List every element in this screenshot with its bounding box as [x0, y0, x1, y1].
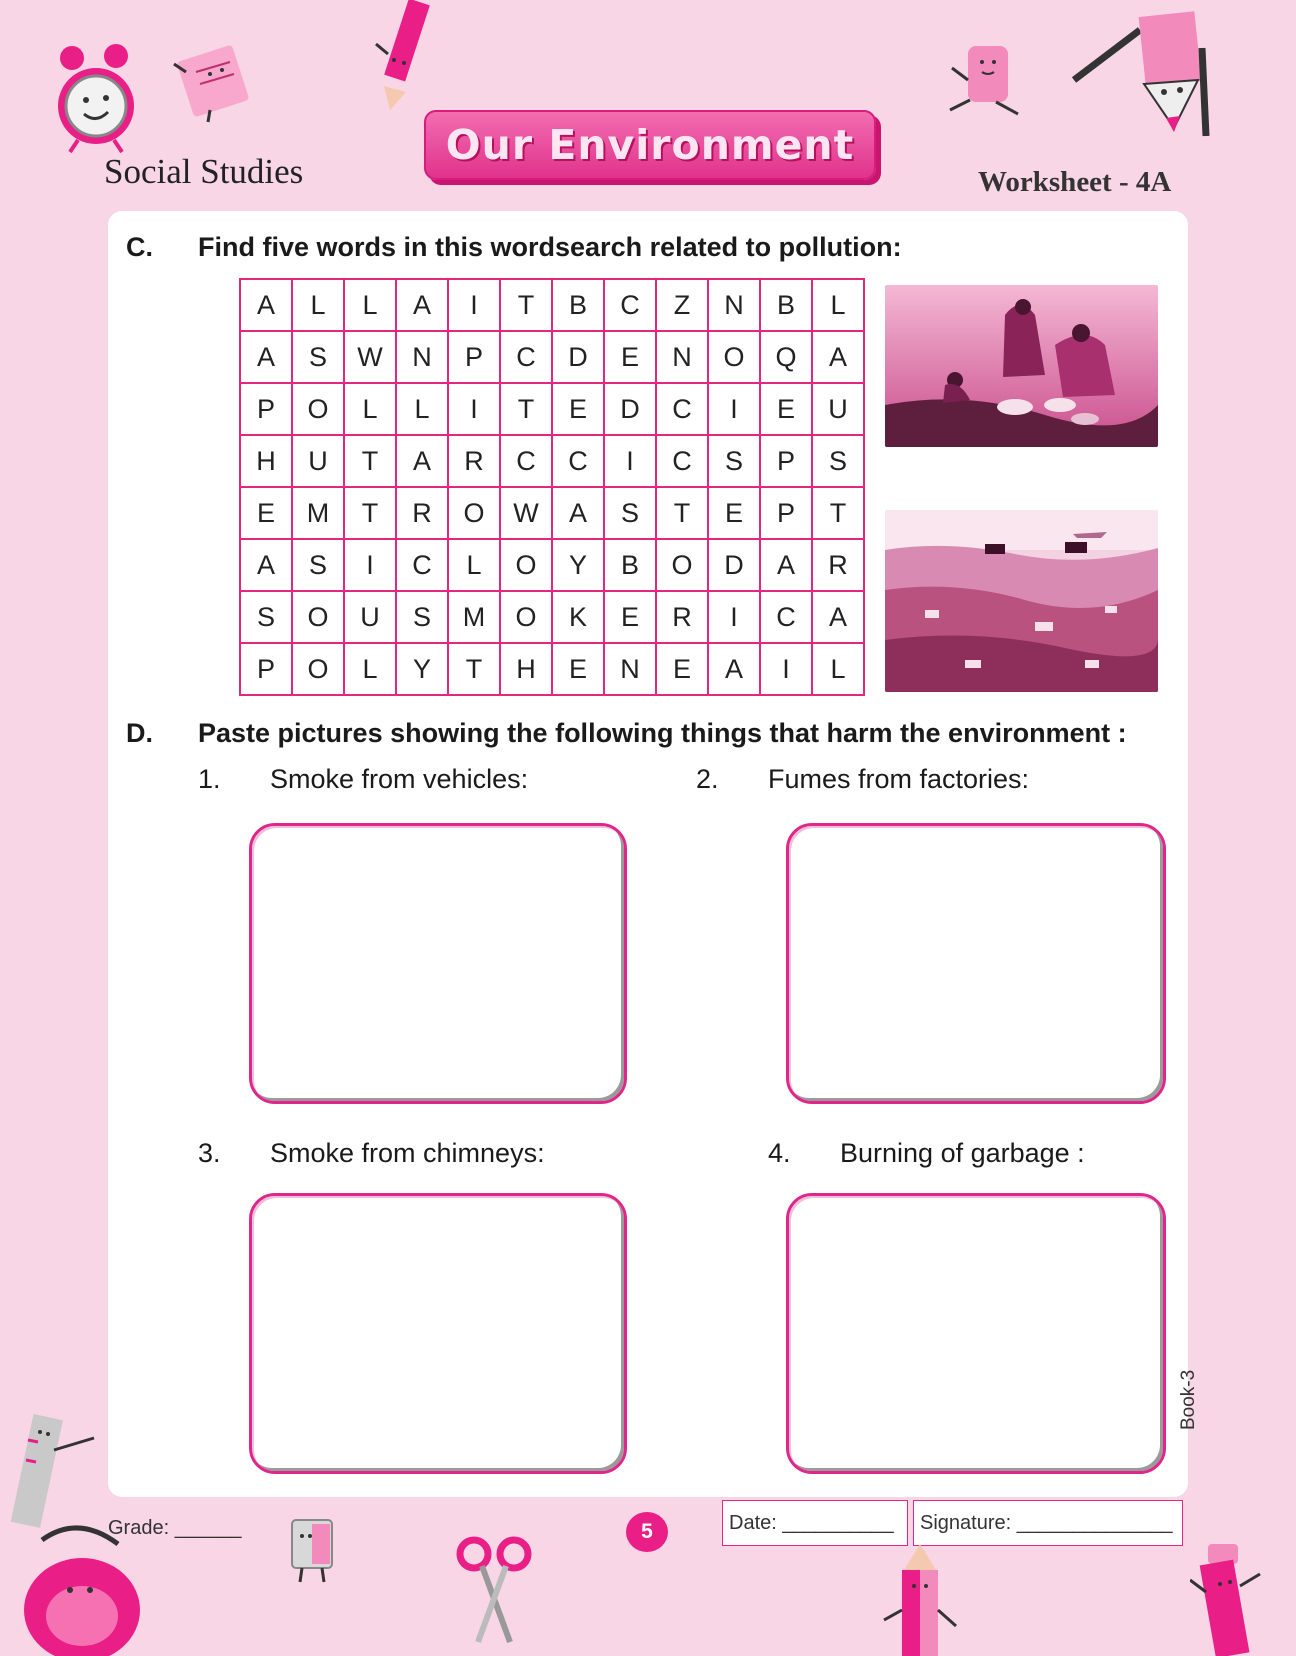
grid-cell[interactable]: N: [604, 643, 656, 695]
grid-cell[interactable]: C: [396, 539, 448, 591]
grid-cell[interactable]: E: [604, 591, 656, 643]
grid-cell[interactable]: B: [604, 539, 656, 591]
grid-cell[interactable]: K: [552, 591, 604, 643]
paste-box-factories[interactable]: [786, 823, 1166, 1104]
grid-cell[interactable]: P: [240, 383, 292, 435]
grid-cell[interactable]: S: [708, 435, 760, 487]
item-3-number: 3.: [198, 1138, 221, 1168]
grid-cell[interactable]: S: [240, 591, 292, 643]
grid-cell[interactable]: I: [708, 383, 760, 435]
grid-cell[interactable]: C: [500, 331, 552, 383]
grid-cell[interactable]: A: [240, 279, 292, 331]
section-d-letter: D.: [126, 718, 153, 748]
grid-cell[interactable]: R: [812, 539, 864, 591]
grid-cell[interactable]: C: [656, 383, 708, 435]
grid-cell[interactable]: A: [396, 279, 448, 331]
pencil-icon: [374, 0, 444, 112]
date-label: Date: __________: [729, 1511, 894, 1534]
grid-row: [240, 539, 864, 591]
grid-cell[interactable]: C: [500, 435, 552, 487]
grid-cell[interactable]: N: [656, 331, 708, 383]
grid-cell[interactable]: P: [240, 643, 292, 695]
grid-cell[interactable]: L: [448, 539, 500, 591]
grid-cell[interactable]: L: [812, 643, 864, 695]
page-number-badge: 5: [626, 1512, 668, 1552]
grid-cell[interactable]: N: [708, 279, 760, 331]
grid-cell[interactable]: E: [604, 331, 656, 383]
grid-cell[interactable]: C: [656, 435, 708, 487]
grid-cell[interactable]: C: [552, 435, 604, 487]
river-washing-photo: [885, 285, 1158, 447]
grid-cell[interactable]: R: [656, 591, 708, 643]
crayon-character-icon: [880, 1540, 960, 1656]
grid-cell[interactable]: O: [292, 383, 344, 435]
grid-cell[interactable]: N: [396, 331, 448, 383]
wordsearch-grid: [239, 278, 865, 696]
grid-cell[interactable]: D: [708, 539, 760, 591]
marker-character-icon: [1190, 1540, 1270, 1656]
title-banner: [424, 110, 876, 180]
grid-cell[interactable]: T: [344, 487, 396, 539]
grid-cell[interactable]: Q: [760, 331, 812, 383]
grid-cell[interactable]: I: [760, 643, 812, 695]
grid-cell[interactable]: I: [604, 435, 656, 487]
grid-cell[interactable]: T: [344, 435, 396, 487]
grid-cell[interactable]: S: [396, 591, 448, 643]
grid-cell[interactable]: R: [396, 487, 448, 539]
signature-label: Signature: ______________: [920, 1511, 1173, 1534]
item-4-label: Burning of garbage :: [840, 1138, 1085, 1168]
grid-cell[interactable]: A: [240, 539, 292, 591]
grid-cell[interactable]: S: [812, 435, 864, 487]
grid-row: [240, 591, 864, 643]
sharpener-character-icon: [282, 1516, 346, 1586]
notepad-icon: [170, 44, 260, 124]
grid-cell[interactable]: C: [604, 279, 656, 331]
grid-cell[interactable]: R: [448, 435, 500, 487]
pencil-character-icon: [1070, 8, 1210, 140]
grid-row: [240, 331, 864, 383]
grid-row: [240, 279, 864, 331]
grid-cell[interactable]: O: [708, 331, 760, 383]
grid-cell[interactable]: O: [448, 487, 500, 539]
section-c-instruction: Find five words in this wordsearch related to pollution:: [198, 232, 902, 262]
grid-cell[interactable]: T: [500, 383, 552, 435]
page-title: Our Environment: [445, 121, 855, 169]
item-2-label: Fumes from factories:: [768, 764, 1030, 794]
grid-cell[interactable]: W: [500, 487, 552, 539]
grid-cell[interactable]: L: [292, 279, 344, 331]
grid-cell[interactable]: U: [292, 435, 344, 487]
grid-cell[interactable]: L: [812, 279, 864, 331]
alarm-clock-icon: [52, 44, 144, 154]
grid-cell[interactable]: L: [344, 643, 396, 695]
grid-cell[interactable]: S: [604, 487, 656, 539]
grid-cell[interactable]: C: [760, 591, 812, 643]
grid-cell[interactable]: A: [812, 331, 864, 383]
grid-cell[interactable]: E: [708, 487, 760, 539]
grid-cell[interactable]: P: [760, 435, 812, 487]
grid-cell[interactable]: E: [240, 487, 292, 539]
grid-cell[interactable]: D: [552, 331, 604, 383]
grid-cell[interactable]: T: [500, 279, 552, 331]
grid-cell[interactable]: A: [552, 487, 604, 539]
grid-cell[interactable]: Z: [656, 279, 708, 331]
grid-cell[interactable]: M: [448, 591, 500, 643]
garbage-dump-photo: [885, 510, 1158, 692]
grid-cell[interactable]: D: [604, 383, 656, 435]
grid-cell[interactable]: Y: [396, 643, 448, 695]
grid-cell[interactable]: M: [292, 487, 344, 539]
grid-cell[interactable]: E: [760, 383, 812, 435]
grid-cell[interactable]: E: [552, 383, 604, 435]
grid-cell[interactable]: H: [500, 643, 552, 695]
grid-cell[interactable]: A: [760, 539, 812, 591]
grid-cell[interactable]: L: [344, 383, 396, 435]
grid-cell[interactable]: U: [344, 591, 396, 643]
grid-cell[interactable]: I: [448, 383, 500, 435]
grid-cell[interactable]: O: [292, 591, 344, 643]
grade-field[interactable]: Grade: ______: [108, 1517, 242, 1539]
eraser-icon: [946, 40, 1026, 120]
grid-cell[interactable]: S: [292, 539, 344, 591]
paste-box-chimneys[interactable]: [249, 1193, 627, 1474]
grid-cell[interactable]: L: [396, 383, 448, 435]
grid-cell[interactable]: T: [656, 487, 708, 539]
grid-cell[interactable]: U: [812, 383, 864, 435]
grid-cell[interactable]: E: [656, 643, 708, 695]
grid-cell[interactable]: P: [760, 487, 812, 539]
grid-cell[interactable]: B: [552, 279, 604, 331]
grid-row: [240, 487, 864, 539]
grid-cell[interactable]: B: [760, 279, 812, 331]
grid-cell[interactable]: I: [344, 539, 396, 591]
paste-box-garbage[interactable]: [786, 1193, 1166, 1474]
grid-cell[interactable]: T: [448, 643, 500, 695]
item-3-label: Smoke from chimneys:: [270, 1138, 545, 1168]
section-c-letter: C.: [126, 232, 153, 262]
grid-cell[interactable]: A: [812, 591, 864, 643]
grid-cell[interactable]: O: [500, 539, 552, 591]
bag-character-icon: [18, 1520, 148, 1656]
grid-cell[interactable]: L: [344, 279, 396, 331]
grid-cell[interactable]: A: [708, 643, 760, 695]
item-4-number: 4.: [768, 1138, 791, 1168]
grid-cell[interactable]: A: [396, 435, 448, 487]
grid-row: [240, 435, 864, 487]
subject-label: Social Studies: [104, 152, 304, 191]
grid-cell[interactable]: I: [708, 591, 760, 643]
grid-cell[interactable]: P: [448, 331, 500, 383]
section-d-instruction: Paste pictures showing the following things that harm the environment :: [198, 718, 1127, 748]
grid-cell[interactable]: W: [344, 331, 396, 383]
grid-row: [240, 643, 864, 695]
grid-cell[interactable]: O: [292, 643, 344, 695]
item-2-number: 2.: [696, 764, 719, 794]
grid-cell[interactable]: Y: [552, 539, 604, 591]
grid-cell[interactable]: O: [500, 591, 552, 643]
grid-cell[interactable]: E: [552, 643, 604, 695]
item-1-label: Smoke from vehicles:: [270, 764, 529, 794]
grid-row: [240, 383, 864, 435]
paste-box-vehicles[interactable]: [249, 823, 627, 1104]
item-1-number: 1.: [198, 764, 221, 794]
grid-cell[interactable]: T: [812, 487, 864, 539]
scissors-icon: [454, 1534, 534, 1646]
grid-cell[interactable]: S: [292, 331, 344, 383]
grid-cell[interactable]: H: [240, 435, 292, 487]
book-label: Book-3: [1178, 1369, 1199, 1430]
grid-cell[interactable]: O: [656, 539, 708, 591]
worksheet-label: Worksheet - 4A: [978, 166, 1172, 198]
grid-cell[interactable]: I: [448, 279, 500, 331]
grid-cell[interactable]: A: [240, 331, 292, 383]
